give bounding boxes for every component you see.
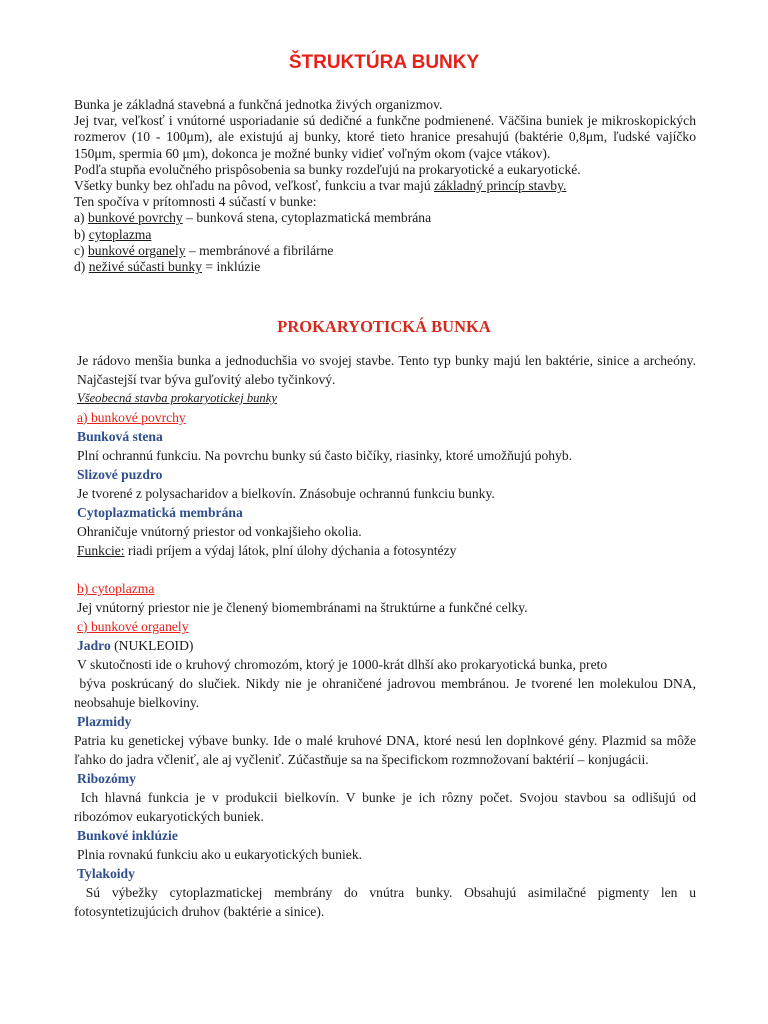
list-rest: – bunková stena, cytoplazmatická membrána xyxy=(182,210,432,226)
list-rest: – membránové a fibrilárne xyxy=(185,242,334,258)
list-term: neživé súčasti bunky xyxy=(88,259,202,275)
thylakoid-heading: Tylakoidy xyxy=(77,866,135,881)
nucleus-heading: Jadro xyxy=(77,638,111,653)
list-item-b xyxy=(74,227,696,243)
thylakoid-text xyxy=(74,883,696,921)
intro-paragraph-5: Ten spočíva v prítomnosti 4 súčastí v bunke: xyxy=(74,194,317,210)
ribosome-heading: Ribozómy xyxy=(77,771,136,786)
cell-wall-heading: Bunková stena xyxy=(77,429,163,444)
inclusion-heading: Bunkové inklúzie xyxy=(77,828,178,843)
list-prefix: a) xyxy=(74,210,88,226)
cell-wall-text: Plní ochrannú funkciu. Na povrchu bunky sú často bičíky, riasinky, ktoré umožňujú pohyb. xyxy=(77,448,573,463)
list-prefix: c) xyxy=(74,242,88,258)
basic-principle-underlined: základný princíp stavby. xyxy=(434,178,567,194)
capsule-heading: Slizové puzdro xyxy=(77,467,163,482)
intro-section xyxy=(74,97,696,275)
nucleus-text-2-content: býva poskrúcaný do slučiek. Nikdy nie je ohraničené jadrovou membránou. Je tvorené len molekulou DNA, neobsahuje bielkoviny. xyxy=(74,676,696,710)
intro-paragraph-1: Bunka je základná stavebná a funkčná jednotka živých organizmov. xyxy=(74,97,443,112)
general-structure-heading: Všeobecná stavba prokaryotickej bunky xyxy=(77,391,277,405)
membrane-heading: Cytoplazmatická membrána xyxy=(77,505,243,520)
subsection-b-label: b) cytoplazma xyxy=(77,581,155,596)
ribosome-text-content: Ich hlavná funkcia je v produkcii bielkovín. V bunke je ich rôzny počet. Svojou stavbou sa odlišujú od ribozómov eukaryotických buniek. xyxy=(74,790,696,824)
functions-label: Funkcie: xyxy=(77,543,125,558)
nucleus-text-2 xyxy=(74,674,696,712)
list-term: bunkové povrchy xyxy=(87,210,183,226)
intro-paragraph-3: Podľa stupňa evolučného prispôsobenia sa bunky rozdeľujú na prokaryotické a eukaryotické. xyxy=(74,161,581,177)
plasmid-heading: Plazmidy xyxy=(77,714,132,729)
intro-paragraph-2: Jej tvar, veľkosť i vnútorné usporiadanie sú dedičné a funkčne podmienené. Väčšina buniek je mikroskopických rozmerov (10 - 100μm), ale existujú aj bunky, ktoré tieto hranice presahujú (baktérie 0,8μm, ľudské vajíčko 150μm, spermia 60 μm), dokonca je možné bunky vidieť voľným okom (vajce vtákov). xyxy=(74,113,696,161)
prokaryote-intro: Je rádovo menšia bunka a jednoduchšia vo svojej stavbe. Tento typ bunky majú len baktérie, sinice a archeóny. Najčastejší tvar býva guľovitý alebo tyčinkový. xyxy=(77,353,696,387)
list-item-c xyxy=(74,243,696,259)
list-term: cytoplazma xyxy=(88,226,152,242)
thylakoid-text-content: Sú výbežky cytoplazmatickej membrány do vnútra bunky. Obsahujú asimilačné pigmenty len u fotosyntetizujúcich druhov (baktérie a sinice). xyxy=(74,885,696,919)
list-item-d xyxy=(74,259,696,275)
membrane-text: Ohraničuje vnútorný priestor od vonkajšieho okolia. xyxy=(77,524,362,539)
spacer xyxy=(74,560,696,579)
section-title: PROKARYOTICKÁ BUNKA xyxy=(277,317,491,336)
nucleus-suffix: (NUKLEOID) xyxy=(110,638,194,653)
subsection-c-label: c) bunkové organely xyxy=(77,619,189,634)
plasmid-text: Patria ku genetickej výbave bunky. Ide o malé kruhové DNA, ktoré nesú len doplnkové gény. Plazmid sa môže ľahko do jadra včleniť, ale aj vyčleniť. Zúčastňuje sa na špecifickom rozmnožovaní baktérií – konjugácii. xyxy=(74,733,696,767)
membrane-functions xyxy=(74,541,696,560)
list-prefix: d) xyxy=(74,259,89,275)
nucleus-text-1: V skutočnosti ide o kruhový chromozóm, ktorý je 1000-krát dlhší ako prokaryotická bunka, preto xyxy=(77,657,608,672)
list-rest: = inklúzie xyxy=(202,259,261,275)
capsule-text: Je tvorené z polysacharidov a bielkovín. Znásobuje ochrannú funkciu bunky. xyxy=(77,486,495,501)
functions-text: riadi príjem a výdaj látok, plní úlohy dýchania a fotosyntézy xyxy=(124,543,457,558)
inclusion-text: Plnia rovnakú funkciu ako u eukaryotických buniek. xyxy=(77,847,363,862)
page-title: ŠTRUKTÚRA BUNKY xyxy=(288,52,480,73)
cytoplasm-text: Jej vnútorný priestor nie je členený biomembránami na štruktúrne a funkčné celky. xyxy=(77,600,528,615)
intro-paragraph-4 xyxy=(74,178,696,194)
ribosome-text xyxy=(74,788,696,826)
list-term: bunkové organely xyxy=(87,242,186,258)
prokaryote-section xyxy=(74,351,696,921)
intro-p4-text: Všetky bunky bez ohľadu na pôvod, veľkosť, funkciu a tvar majú xyxy=(74,178,435,194)
subsection-a-label: a) bunkové povrchy xyxy=(77,410,186,425)
list-prefix: b) xyxy=(74,226,89,242)
nucleus-heading-line xyxy=(74,636,696,655)
list-item-a xyxy=(74,210,696,226)
